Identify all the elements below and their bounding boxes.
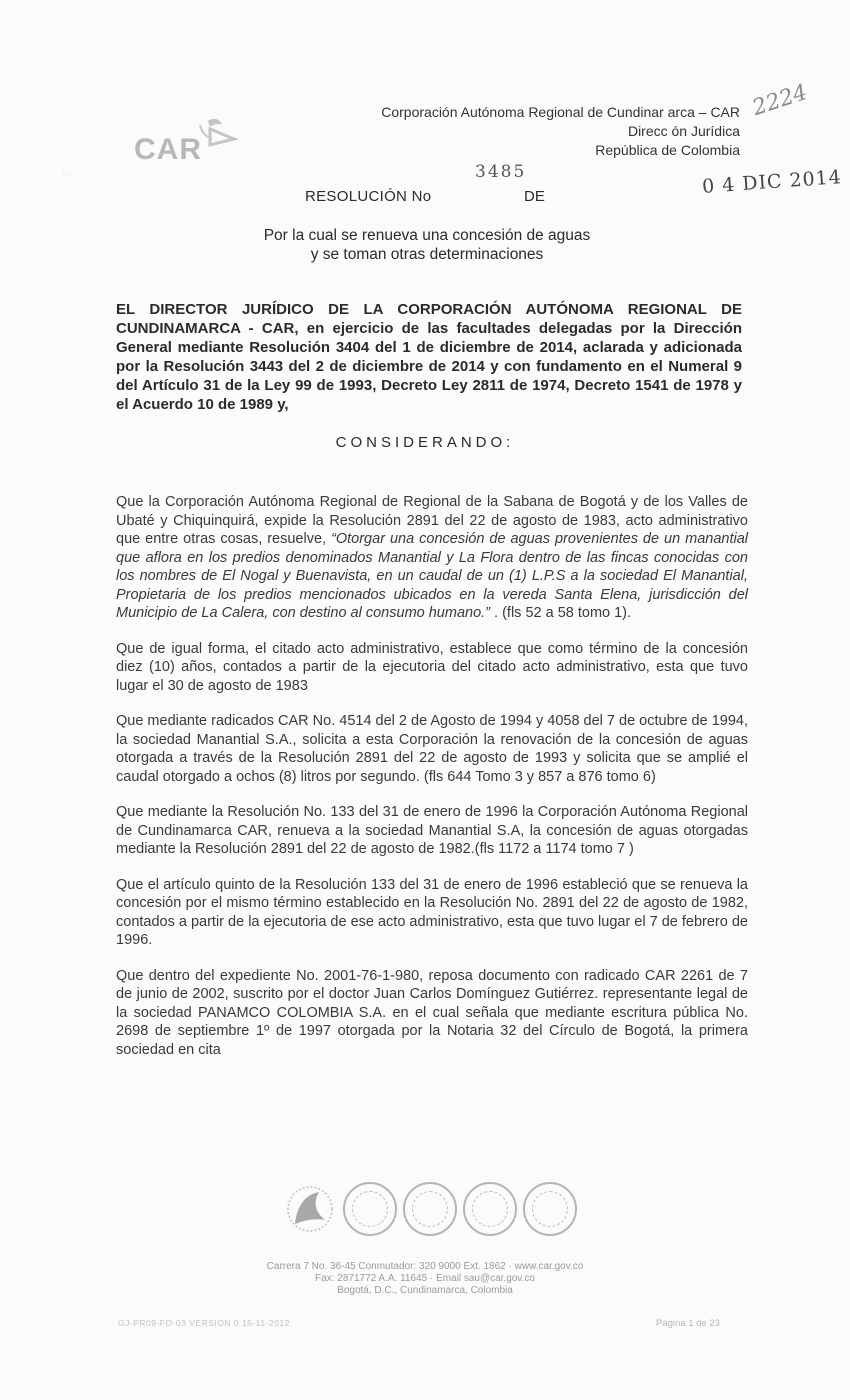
paragraph-1-quote: “Otorgar una concesión de aguas provenientes de un manantial que aflora en los predios denominados Manantial y La Flora dentro de las fincas conocidas con los nombres de El Nogal y Buenavista, en un caudal de un (1) L.P.S a la sociedad El Manantial, Propietaria de los predios mencionados ubicados en la vereda Santa Elena, jurisdicción del Municipio de La Calera, con destino al consumo humano.” <box>116 531 748 621</box>
paragraph-1-intro: Que la Corporación Autónoma Regional de Regional de la Sabana de Bogotá y de los Valles de Ubaté y Chiquinquirá, expide la Resolución 2891 del 22 de agosto de 1983, acto administrativo que entre otras cosas, resuelve, <box>116 494 748 547</box>
paragraph-2: Que de igual forma, el citado acto administrativo, establece que como término de la concesión diez (10) años, contados a partir de la ejecutoria del citado acto administrativo, esta que tuvo lugar el 30 de agosto de 1983 <box>116 640 748 694</box>
footer-city: Bogotá, D.C., Cundinamarca, Colombia <box>337 1285 513 1296</box>
seal-icon <box>523 1182 577 1236</box>
car-logo-text: CAR <box>134 133 202 166</box>
paragraph-6: Que dentro del expediente No. 2001-76-1-980, reposa documento con radicado CAR 2261 de 7 de junio de 2002, suscrito por el doctor Juan Carlos Domínguez Gutiérrez. representante legal de la sociedad PANAMCO COLOMBIA S.A. en el cual señala que mediante escritura pública No. 2698 de septiembre 1º de 1997 otorgada por la Notaria 32 del Círculo de Bogotá, la primera sociedad en cita <box>116 967 748 1058</box>
page-number: Página 1 de 23 <box>656 1318 720 1329</box>
paragraph-4: Que mediante la Resolución No. 133 del 31 de enero de 1996 la Corporación Autónoma Regional de Cundinamarca CAR, renueva a la sociedad Manantial S.A, la concesión de aguas otorgadas mediante la Resolución 2891 del 22 de agosto de 1982.(fls 1172 a 1174 tomo 7 ) <box>116 804 748 857</box>
subject-line-1: Por la cual se renueva una concesión de aguas <box>263 227 591 244</box>
scan-mark: ·.· <box>62 168 71 178</box>
car-logo <box>130 115 250 175</box>
paragraph-3: Que mediante radicados CAR No. 4514 del 2 de Agosto de 1994 y 4058 del 7 de octubre de 1994, la sociedad Manantial S.A., solicita a esta Corporación la renovación de la concesión de aguas otorgada a través de la Resolución 2891 del 22 de agosto de 1993 y solicita que se amplié el caudal otorgado a ochos (8) litros por segundo. (fls 644 Tomo 3 y 857 a 876 tomo 6) <box>116 713 749 785</box>
institution-department: Direcc ón Jurídica <box>627 123 740 139</box>
resolution-label: RESOLUCIÓN No <box>305 188 432 205</box>
certification-seals <box>283 1178 613 1240</box>
seal-logo-icon <box>283 1182 337 1236</box>
director-preamble: EL DIRECTOR JURÍDICO DE LA CORPORACIÓN AUTÓNOMA REGIONAL DE CUNDINAMARCA - CAR, en ejercicio de las facultades delegadas por la Dirección General mediante Resolución 3404 del 1 de diciembre de 2014, aclarada y adicionada por la Resolución 3443 del 2 de diciembre de 2014 y con fundamento en el Numeral 9 del Artículo 31 de la Ley 99 de 1993, Decreto Ley 2811 de 1974, Decreto 1541 de 1978 y el Acuerdo 10 de 1989 y, <box>116 301 742 413</box>
resolution-date-stamp: 0 4 DIC 2014 <box>701 166 843 198</box>
handwritten-folio-number: 2224 <box>749 79 811 122</box>
considerando-heading: CONSIDERANDO: <box>335 434 515 451</box>
seal-icon <box>403 1182 457 1236</box>
considerations-body <box>116 493 748 1076</box>
footer-fax-email: Fax: 2871772 A.A. 11645 · Email sau@car.gov.co <box>315 1273 535 1284</box>
institution-name: Corporación Autónoma Regional de Cundinar arca – CAR <box>381 104 740 120</box>
paragraph-1-reference: . (fls 52 a 58 tomo 1). <box>490 605 632 621</box>
form-code: GJ-PR09-FO-03 VERSION 0 15-11-2012 <box>118 1318 290 1328</box>
footer-address: Carrera 7 No. 36-45 Conmutador: 320 9000 Ext. 1862 · www.car.gov.co <box>266 1261 584 1272</box>
footer-contact <box>0 1261 850 1297</box>
institution-country: República de Colombia <box>595 142 740 158</box>
paragraph-5: Que el artículo quinto de la Resolución 133 del 31 de enero de 1996 estableció que se renueva la concesión por el mismo término establecido en la Resolución No. 2891 del 22 de agosto de 1982, contados a partir de la ejecutoria de ese acto administrativo, esta que tuvo lugar el 7 de febrero de 1996. <box>116 876 748 948</box>
seal-icon <box>343 1182 397 1236</box>
seal-icon <box>463 1182 517 1236</box>
institution-header <box>381 103 740 160</box>
resolution-number: 3485 <box>475 162 527 182</box>
subject-line-2: y se toman otras determinaciones <box>310 246 544 263</box>
resolution-de-label: DE <box>524 188 545 205</box>
paragraph-1 <box>116 493 748 623</box>
resolution-subject <box>0 226 850 264</box>
